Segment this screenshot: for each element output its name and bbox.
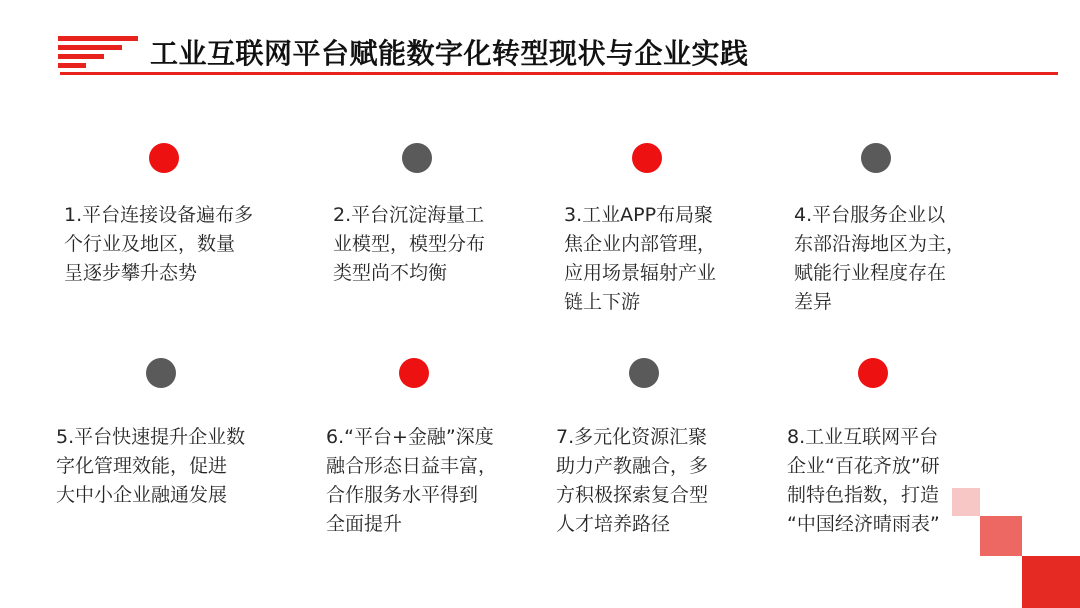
item-1-text: 1.平台连接设备遍布多 个行业及地区，数量 呈逐步攀升态势 [64, 204, 254, 284]
header-logo-bars-icon [58, 34, 144, 70]
item-4-text: 4.平台服务企业以 东部沿海地区为主， 赋能行业程度存在 差异 [794, 204, 966, 313]
item-8-text: 8.工业互联网平台 企业“百花齐放”研 制特色指数，打造 “中国经济晴雨表” [787, 426, 940, 535]
item-2-text: 2.平台沉淀海量工 业模型，模型分布 类型尚不均衡 [333, 204, 486, 284]
item-3-text: 3.工业APP布局聚 焦企业内部管理， 应用场景辐射产业 链上下游 [564, 204, 717, 313]
item-1-dot [149, 143, 179, 173]
page-title: 工业互联网平台赋能数字化转型现状与企业实践 [150, 37, 749, 70]
decor-square-light [952, 488, 980, 516]
decor-square-dark [1022, 556, 1080, 608]
decor-square-mid [980, 516, 1022, 556]
item-2-dot [402, 143, 432, 173]
item-6-dot [399, 358, 429, 388]
item-5-dot [146, 358, 176, 388]
item-7-text: 7.多元化资源汇聚 助力产教融合，多 方积极探索复合型 人才培养路径 [556, 426, 709, 535]
item-3-dot [632, 143, 662, 173]
item-4-dot [861, 143, 891, 173]
item-6-text: 6.“平台+金融”深度 融合形态日益丰富， 合作服务水平得到 全面提升 [326, 426, 498, 535]
title-underline [60, 72, 1058, 75]
item-7-dot [629, 358, 659, 388]
item-5-text: 5.平台快速提升企业数 字化管理效能，促进 大中小企业融通发展 [56, 426, 246, 506]
item-8-dot [858, 358, 888, 388]
